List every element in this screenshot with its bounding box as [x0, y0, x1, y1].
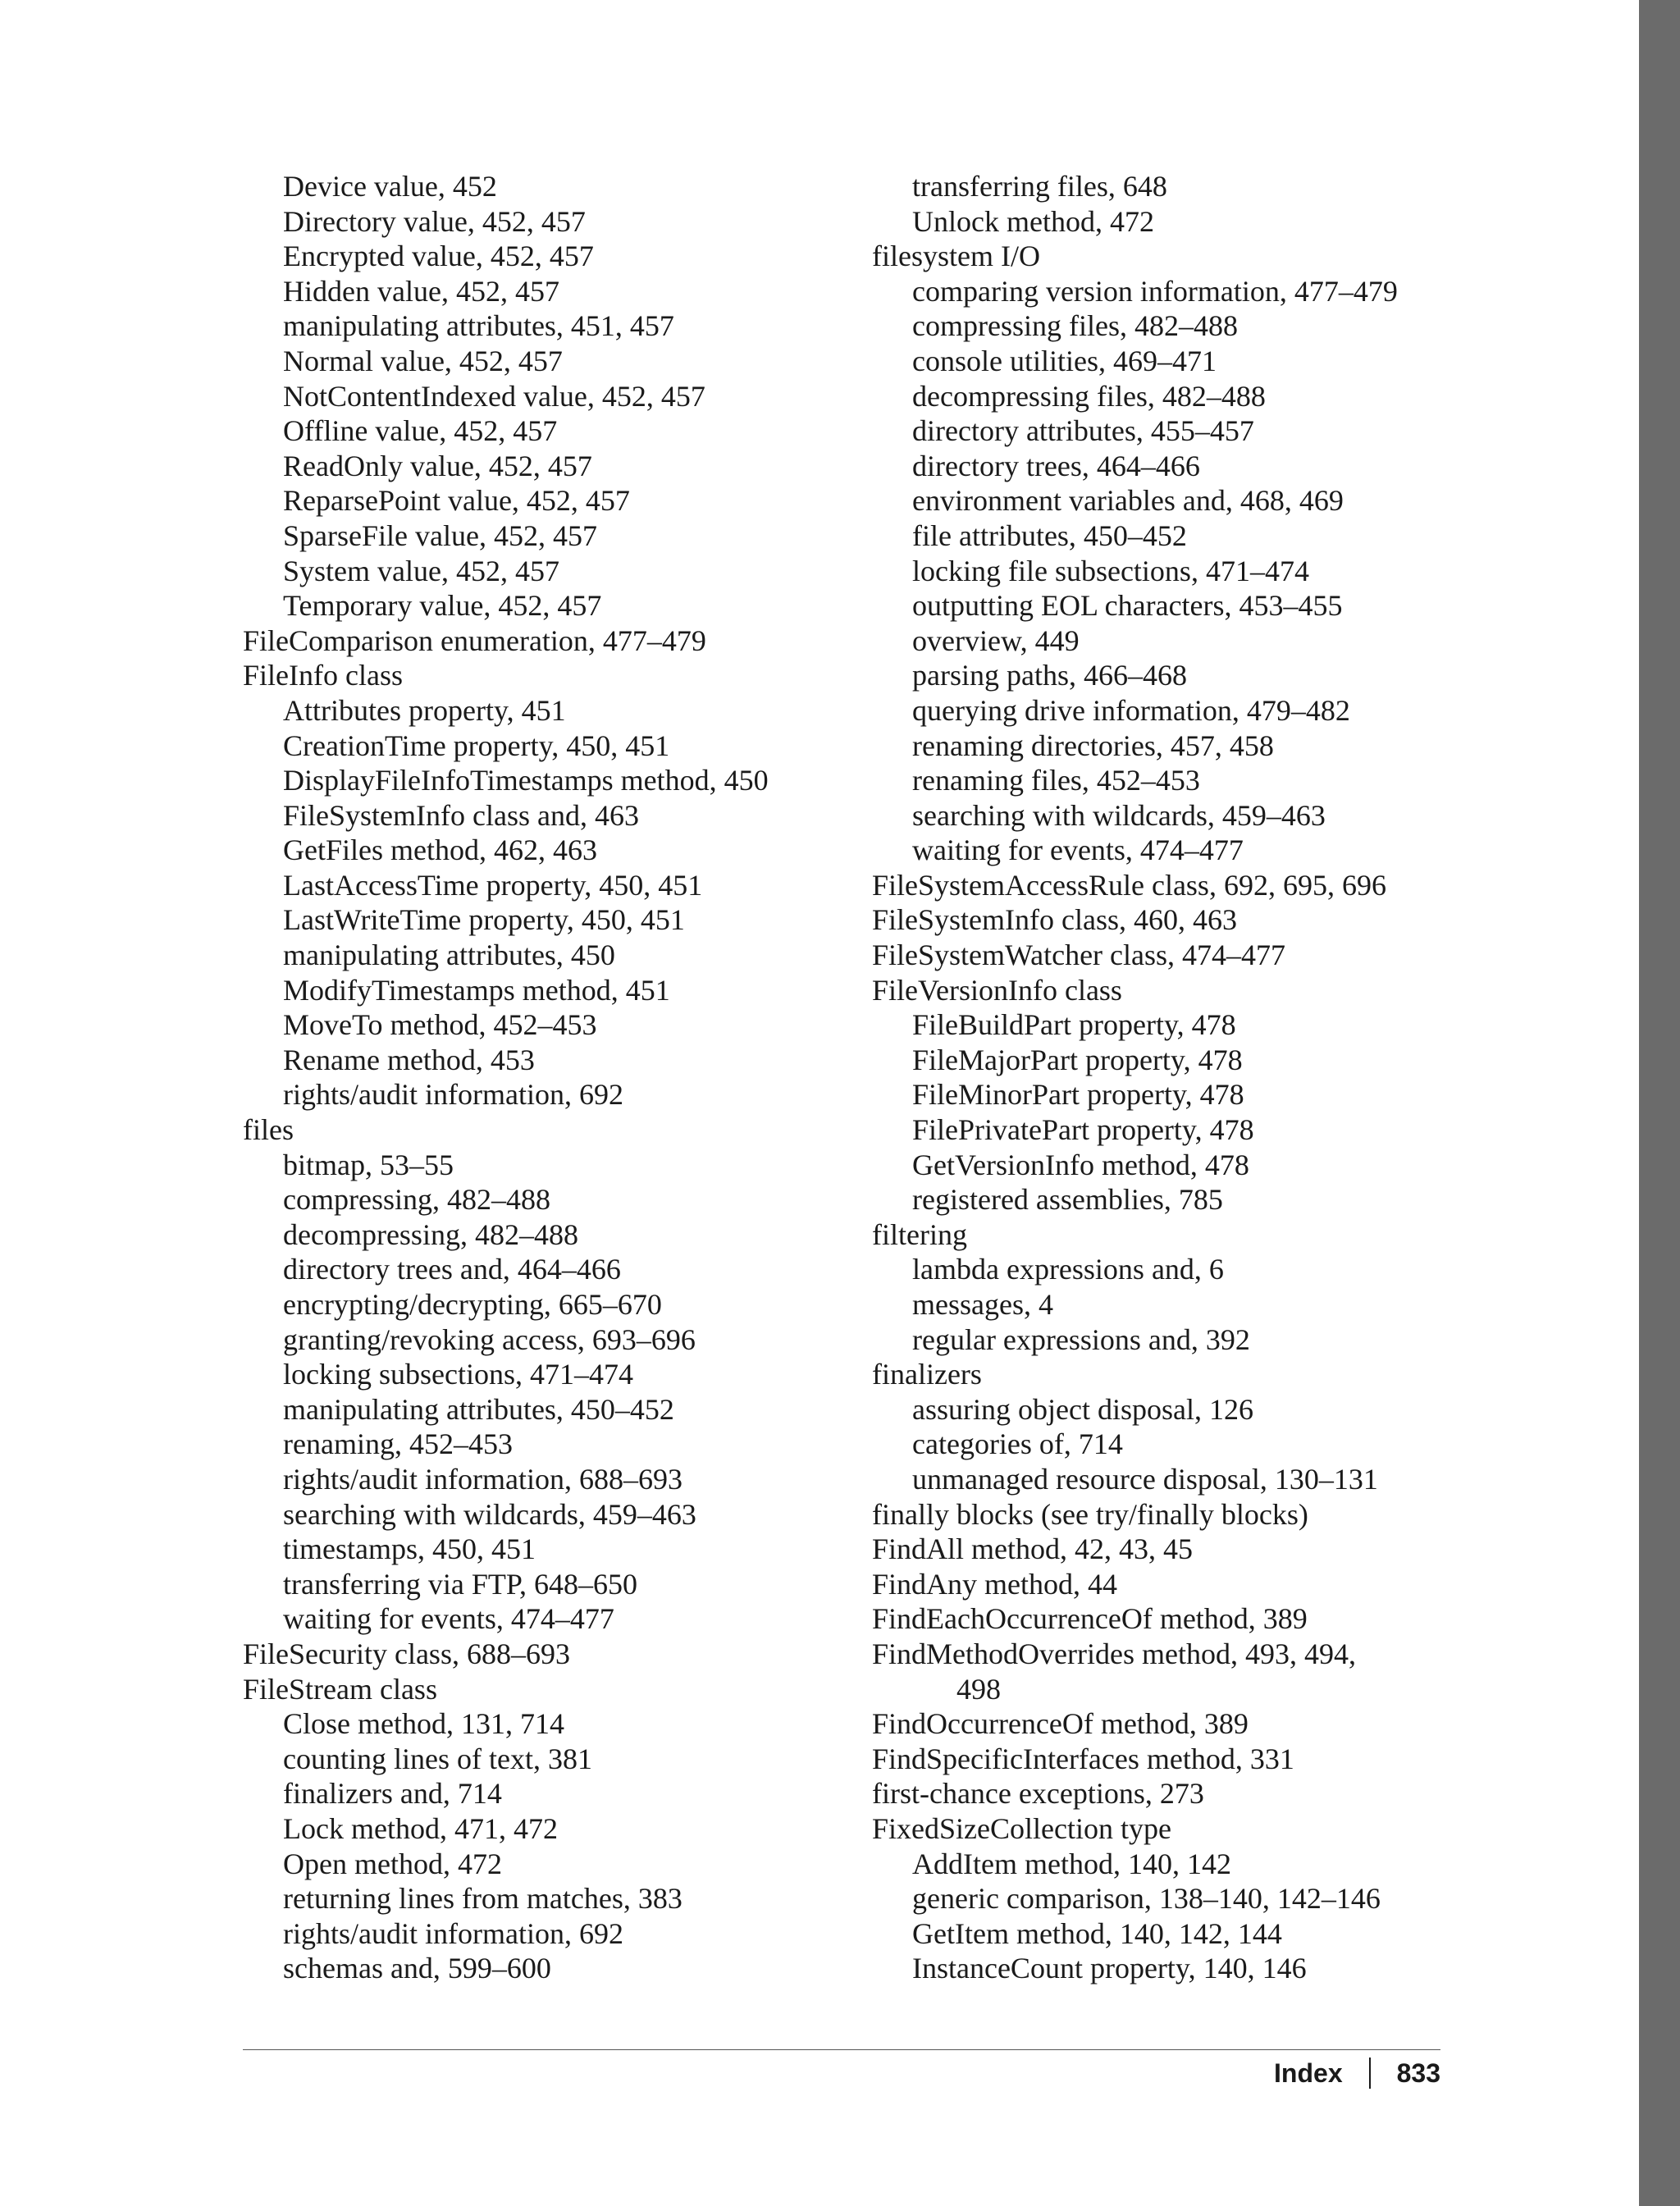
- index-entry-text: files: [243, 1113, 294, 1147]
- index-entry: [872, 1112, 1479, 1148]
- index-entry: [243, 169, 866, 204]
- index-entry-text: filesystem I/O: [872, 240, 1040, 273]
- index-entry: [243, 1287, 866, 1322]
- index-entry-text: MoveTo method, 452–453: [283, 1008, 597, 1042]
- index-entry-text: regular expressions and, 392: [912, 1322, 1250, 1356]
- index-entry: [243, 588, 866, 623]
- index-entry: [872, 693, 1479, 728]
- index-entry-text: FindAll method, 42, 43, 45: [872, 1532, 1194, 1566]
- index-entry-text: decompressing, 482–488: [283, 1217, 578, 1251]
- index-entry-text: FileSystemAccessRule class, 692, 695, 696: [872, 868, 1386, 902]
- index-entry: [243, 1217, 866, 1253]
- index-entry-text: compressing, 482–488: [283, 1183, 550, 1217]
- page-edge-tab: [1639, 0, 1680, 2206]
- index-entry: [243, 658, 866, 693]
- index-entry: [872, 274, 1479, 309]
- index-entry-text: FileStream class: [243, 1672, 437, 1706]
- index-entry-text: Hidden value, 452, 457: [283, 274, 559, 308]
- index-entry: [872, 798, 1479, 834]
- index-entry-text: System value, 452, 457: [283, 554, 559, 587]
- index-entry: [872, 623, 1479, 659]
- index-entry-text: categories of, 714: [912, 1427, 1123, 1461]
- index-entry: [872, 658, 1479, 693]
- index-entry-text: FindMethodOverrides method, 493, 494,: [872, 1637, 1356, 1670]
- index-entry-text: FindAny method, 44: [872, 1567, 1118, 1601]
- index-entry-text: FileMinorPart property, 478: [912, 1078, 1244, 1112]
- index-entry-text: Offline value, 452, 457: [283, 414, 558, 448]
- index-entry-text: manipulating attributes, 450–452: [283, 1392, 674, 1426]
- index-entry-text: file attributes, 450–452: [912, 518, 1187, 552]
- index-entry-text: parsing paths, 466–468: [912, 659, 1187, 692]
- index-entry: [872, 1217, 1479, 1253]
- index-entry: [243, 1881, 866, 1916]
- index-entry: [243, 483, 866, 518]
- index-entry-text: GetItem method, 140, 142, 144: [912, 1916, 1282, 1950]
- index-entry-text: GetVersionInfo method, 478: [912, 1148, 1249, 1181]
- index-entry-text: counting lines of text, 381: [283, 1742, 592, 1775]
- index-entry: [243, 1951, 866, 1986]
- index-entry: [872, 728, 1479, 764]
- index-entry: [243, 1182, 866, 1217]
- index-entry-text: searching with wildcards, 459–463: [912, 798, 1326, 832]
- index-entry-text: directory attributes, 455–457: [912, 414, 1254, 448]
- index-entry-text: AddItem method, 140, 142: [912, 1847, 1231, 1880]
- index-entry-text: ReparsePoint value, 452, 457: [283, 484, 630, 518]
- index-entry: [243, 1567, 866, 1602]
- index-entry: [872, 518, 1479, 554]
- index-entry-text: manipulating attributes, 451, 457: [283, 309, 674, 343]
- index-entry: [872, 973, 1479, 1008]
- index-entry: [243, 1322, 866, 1358]
- index-entry: [872, 379, 1479, 414]
- index-entry-text: LastWriteTime property, 450, 451: [283, 903, 685, 937]
- index-entry-text: registered assemblies, 785: [912, 1183, 1223, 1217]
- index-entry-text: GetFiles method, 462, 463: [283, 834, 597, 867]
- index-entry: [872, 763, 1479, 798]
- index-entry-text: renaming, 452–453: [283, 1427, 513, 1461]
- index-entry: [243, 728, 866, 764]
- index-entry: [243, 554, 866, 589]
- index-entry: [243, 1357, 866, 1392]
- index-entry-text: filtering: [872, 1217, 967, 1251]
- index-entry-text: FileSystemInfo class and, 463: [283, 798, 639, 832]
- index-entry: [243, 1077, 866, 1112]
- index-entry-text: Directory value, 452, 457: [283, 204, 586, 238]
- index-entry-text: renaming directories, 457, 458: [912, 728, 1274, 762]
- index-entry: [872, 1392, 1479, 1427]
- index-entry: [872, 1007, 1479, 1043]
- index-entry-text: FileBuildPart property, 478: [912, 1008, 1236, 1042]
- index-entry-text: transferring files, 648: [912, 170, 1167, 203]
- index-entry: [872, 554, 1479, 589]
- index-entry: [872, 833, 1479, 868]
- index-entry: [872, 1916, 1479, 1952]
- index-entry: [243, 973, 866, 1008]
- index-entry: [872, 239, 1479, 274]
- index-entry: [872, 1462, 1479, 1497]
- index-entry: [243, 1497, 866, 1532]
- index-entry-text: locking file subsections, 471–474: [912, 554, 1309, 587]
- index-entry: [872, 483, 1479, 518]
- index-entry: [872, 1847, 1479, 1882]
- index-entry: [243, 1847, 866, 1882]
- index-entry: [243, 239, 866, 274]
- index-entry-text: Temporary value, 452, 457: [283, 589, 602, 623]
- index-entry: [243, 1462, 866, 1497]
- index-entry-text: FixedSizeCollection type: [872, 1811, 1171, 1845]
- index-entry: [243, 1007, 866, 1043]
- index-entry: [872, 1427, 1479, 1462]
- index-entry: [243, 1532, 866, 1567]
- index-entry: [243, 1706, 866, 1742]
- index-entry: [872, 1497, 1479, 1532]
- index-entry: [872, 1742, 1479, 1777]
- index-entry-text: Device value, 452: [283, 170, 497, 203]
- index-entry: [243, 1811, 866, 1847]
- index-entry-text: transferring via FTP, 648–650: [283, 1567, 637, 1601]
- index-entry-text: Attributes property, 451: [283, 693, 566, 727]
- index-entry: [243, 763, 866, 798]
- index-entry-text: FileComparison enumeration, 477–479: [243, 623, 706, 657]
- index-entry: [243, 1637, 866, 1672]
- index-entry: [872, 1706, 1479, 1742]
- index-entry-text: returning lines from matches, 383: [283, 1882, 682, 1916]
- index-entry-text: FindSpecificInterfaces method, 331: [872, 1742, 1294, 1775]
- index-entry-text: waiting for events, 474–477: [912, 834, 1244, 867]
- index-entry-text: FileSecurity class, 688–693: [243, 1637, 570, 1670]
- index-entry-text: finalizers and, 714: [283, 1777, 502, 1811]
- index-entry-text: FileSystemInfo class, 460, 463: [872, 903, 1237, 937]
- footer-section-label: Index: [1274, 2058, 1343, 2088]
- index-entry: [872, 1252, 1479, 1287]
- index-entry: [243, 938, 866, 973]
- index-entry-text: renaming files, 452–453: [912, 764, 1200, 797]
- footer-separator: [1369, 2058, 1371, 2089]
- index-entry-text: FindEachOccurrenceOf method, 389: [872, 1602, 1308, 1636]
- index-entry-text: generic comparison, 138–140, 142–146: [912, 1882, 1381, 1916]
- index-entry: [872, 1776, 1479, 1811]
- index-entry: [872, 1567, 1479, 1602]
- index-entry: [243, 204, 866, 240]
- index-entry-text: messages, 4: [912, 1288, 1053, 1321]
- index-entry: [872, 1811, 1479, 1847]
- index-entry-text: first-chance exceptions, 273: [872, 1777, 1204, 1811]
- index-entry: [243, 1776, 866, 1811]
- index-entry: [872, 1043, 1479, 1078]
- index-entry: [243, 902, 866, 938]
- index-entry-text: ReadOnly value, 452, 457: [283, 449, 592, 482]
- index-entry-text: Unlock method, 472: [912, 204, 1154, 238]
- index-entry: [872, 938, 1479, 973]
- index-entry: [243, 1148, 866, 1183]
- index-entry: [872, 1077, 1479, 1112]
- index-entry-text: console utilities, 469–471: [912, 344, 1217, 377]
- index-entry-text: lambda expressions and, 6: [912, 1253, 1224, 1286]
- index-column-left: [243, 169, 866, 1986]
- index-entry-text: searching with wildcards, 459–463: [283, 1497, 696, 1531]
- index-entry-text: ModifyTimestamps method, 451: [283, 973, 670, 1007]
- index-entry: [872, 1637, 1479, 1706]
- index-entry-text: manipulating attributes, 450: [283, 939, 615, 972]
- index-entry-text: FileVersionInfo class: [872, 973, 1122, 1007]
- index-entry-text: rights/audit information, 692: [283, 1916, 623, 1950]
- index-entry-text: Close method, 131, 714: [283, 1707, 564, 1741]
- index-entry-text: Encrypted value, 452, 457: [283, 240, 594, 273]
- index-entry-text: bitmap, 53–55: [283, 1148, 454, 1181]
- index-entry: [243, 449, 866, 484]
- index-entry-text: Open method, 472: [283, 1847, 502, 1880]
- index-entry-text: Rename method, 453: [283, 1043, 535, 1076]
- index-entry: [243, 868, 866, 903]
- index-entry-text: finalizers: [872, 1358, 982, 1391]
- index-entry: [872, 308, 1479, 344]
- index-entry: [243, 798, 866, 834]
- index-entry-text: Lock method, 471, 472: [283, 1811, 558, 1845]
- index-entry-continuation: 498: [956, 1672, 1001, 1706]
- index-column-right: [872, 169, 1479, 1986]
- index-entry-text: outputting EOL characters, 453–455: [912, 589, 1343, 623]
- index-entry: [243, 518, 866, 554]
- index-entry: [872, 588, 1479, 623]
- index-entry-text: compressing files, 482–488: [912, 309, 1238, 343]
- index-entry: [243, 1672, 866, 1707]
- index-entry-text: directory trees, 464–466: [912, 449, 1200, 482]
- index-entry-text: schemas and, 599–600: [283, 1952, 551, 1985]
- index-entry-text: overview, 449: [912, 623, 1080, 657]
- index-entry: [243, 1043, 866, 1078]
- index-entry: [872, 1322, 1479, 1358]
- index-entry: [243, 693, 866, 728]
- index-entry-text: environment variables and, 468, 469: [912, 484, 1344, 518]
- index-entry-text: locking subsections, 471–474: [283, 1358, 633, 1391]
- index-entry-text: rights/audit information, 688–693: [283, 1462, 682, 1496]
- index-entry-text: NotContentIndexed value, 452, 457: [283, 379, 705, 413]
- index-entry-text: assuring object disposal, 126: [912, 1392, 1253, 1426]
- index-entry: [243, 1427, 866, 1462]
- index-entry: [872, 868, 1479, 903]
- index-entry-text: FileInfo class: [243, 659, 403, 692]
- index-entry: [872, 169, 1479, 204]
- index-entry-text: finally blocks (see try/finally blocks): [872, 1497, 1308, 1531]
- index-entry: [872, 1601, 1479, 1637]
- index-entry-text: SparseFile value, 452, 457: [283, 518, 597, 552]
- page-footer: [1274, 2058, 1440, 2089]
- index-entry-text: querying drive information, 479–482: [912, 693, 1350, 727]
- index-entry: [872, 344, 1479, 379]
- index-entry: [243, 1392, 866, 1427]
- index-entry: [243, 1742, 866, 1777]
- index-entry-text: LastAccessTime property, 450, 451: [283, 868, 703, 902]
- index-entry-text: FileMajorPart property, 478: [912, 1043, 1243, 1076]
- index-entry: [872, 204, 1479, 240]
- index-entry: [872, 413, 1479, 449]
- index-entry: [243, 1112, 866, 1148]
- index-entry-text: encrypting/decrypting, 665–670: [283, 1288, 662, 1321]
- footer-rule: [243, 2049, 1440, 2050]
- index-entry: [872, 1148, 1479, 1183]
- index-entry-text: CreationTime property, 450, 451: [283, 728, 670, 762]
- index-entry: [243, 1916, 866, 1952]
- index-entry-text: granting/revoking access, 693–696: [283, 1322, 696, 1356]
- index-entry-text: FileSystemWatcher class, 474–477: [872, 939, 1286, 972]
- index-entry: [872, 902, 1479, 938]
- index-entry: [243, 344, 866, 379]
- index-entry: [243, 413, 866, 449]
- index-entry-text: FilePrivatePart property, 478: [912, 1113, 1254, 1147]
- index-entry: [872, 1287, 1479, 1322]
- index-entry: [872, 449, 1479, 484]
- index-entry-text: Normal value, 452, 457: [283, 344, 563, 377]
- index-entry-text: decompressing files, 482–488: [912, 379, 1266, 413]
- index-entry-text: comparing version information, 477–479: [912, 274, 1398, 308]
- index-entry-text: InstanceCount property, 140, 146: [912, 1952, 1307, 1985]
- index-entry: [872, 1182, 1479, 1217]
- index-entry: [243, 308, 866, 344]
- index-entry-text: timestamps, 450, 451: [283, 1532, 536, 1566]
- index-entry: [243, 1252, 866, 1287]
- footer-page-number: 833: [1396, 2058, 1440, 2088]
- index-entry: [243, 379, 866, 414]
- index-entry-text: FindOccurrenceOf method, 389: [872, 1707, 1249, 1741]
- index-entry: [872, 1532, 1479, 1567]
- index-entry: [243, 833, 866, 868]
- index-entry: [872, 1881, 1479, 1916]
- index-entry: [243, 623, 866, 659]
- index-entry-text: rights/audit information, 692: [283, 1078, 623, 1112]
- index-entry-text: unmanaged resource disposal, 130–131: [912, 1462, 1378, 1496]
- index-entry-text: directory trees and, 464–466: [283, 1253, 621, 1286]
- index-entry: [872, 1357, 1479, 1392]
- index-entry: [243, 1601, 866, 1637]
- index-entry: [872, 1951, 1479, 1986]
- index-entry-text: DisplayFileInfoTimestamps method, 450: [283, 764, 769, 797]
- index-entry: [243, 274, 866, 309]
- index-entry-text: waiting for events, 474–477: [283, 1602, 614, 1636]
